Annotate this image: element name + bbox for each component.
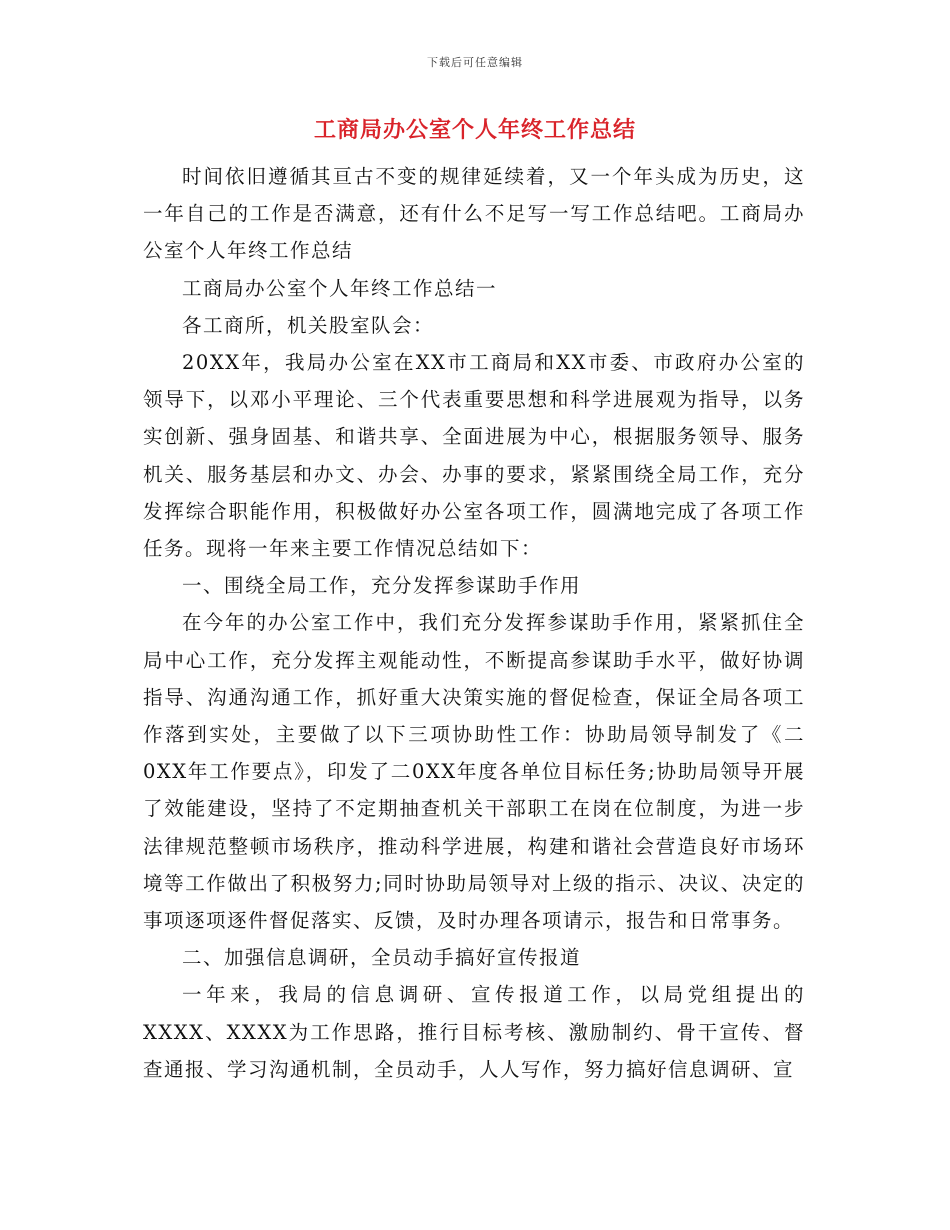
paragraph-subtitle: 工商局办公室个人年终工作总结一 (182, 276, 498, 300)
document-title: 工商局办公室个人年终工作总结 (313, 118, 636, 143)
paragraph-section-1: 在今年的办公室工作中，我们充分发挥参谋助手作用，紧紧抓住全局中心工作，充分发挥主观能动性，不断提高参谋助手水平，做好协调指导、沟通沟通工作，抓好重大决策实施的督促检查，保证全局各项工作落到实处，主要做了以下三项协助性工作：协助局领导制发了《二0XX年工作要点》，印发了二0XX年度各单位目标任务;协助局领导开展了效能建设，坚持了不定期抽查机关干部职工在岗在位制度，为进一步法律规范整顿市场秩序，推动科学进展，构建和谐社会营造良好市场环境等工作做出了积极努力;同时协助局领导对上级的指示、决议、决定的事项逐项逐件督促落实、反馈，及时办理各项请示，报告和日常事务。 (143, 611, 805, 933)
paragraph-section-2: 一年来，我局的信息调研、宣传报道工作，以局党组提出的XXXX、XXXX为工作思路，推行目标考核、激励制约、骨干宣传、督查通报、学习沟通机制，全员动手，人人写作，努力搞好信息调研、宣 (143, 983, 805, 1081)
paragraph-salutation: 各工商所，机关股室队会： (182, 313, 435, 337)
document-body (143, 158, 805, 1088)
section-heading-2: 二、加强信息调研，全员动手搞好宣传报道 (182, 946, 582, 970)
section-heading-1: 一、围绕全局工作，充分发挥参谋助手作用 (182, 574, 582, 598)
paragraph-overview: 20XX年，我局办公室在XX市工商局和XX市委、市政府办公室的领导下，以邓小平理论、三个代表重要思想和科学进展观为指导，以务实创新、强身固基、和谐共享、全面进展为中心，根据服务领导、服务机关、服务基层和办文、办会、办事的要求，紧紧围绕全局工作，充分发挥综合职能作用，积极做好办公室各项工作，圆满地完成了各项工作任务。现将一年来主要工作情况总结如下： (143, 351, 805, 561)
paragraph-intro: 时间依旧遵循其亘古不变的规律延续着，又一个年头成为历史，这一年自己的工作是否满意，还有什么不足写一写工作总结吧。工商局办公室个人年终工作总结 (143, 165, 805, 263)
header-note: 下载后可任意编辑 (427, 56, 523, 69)
